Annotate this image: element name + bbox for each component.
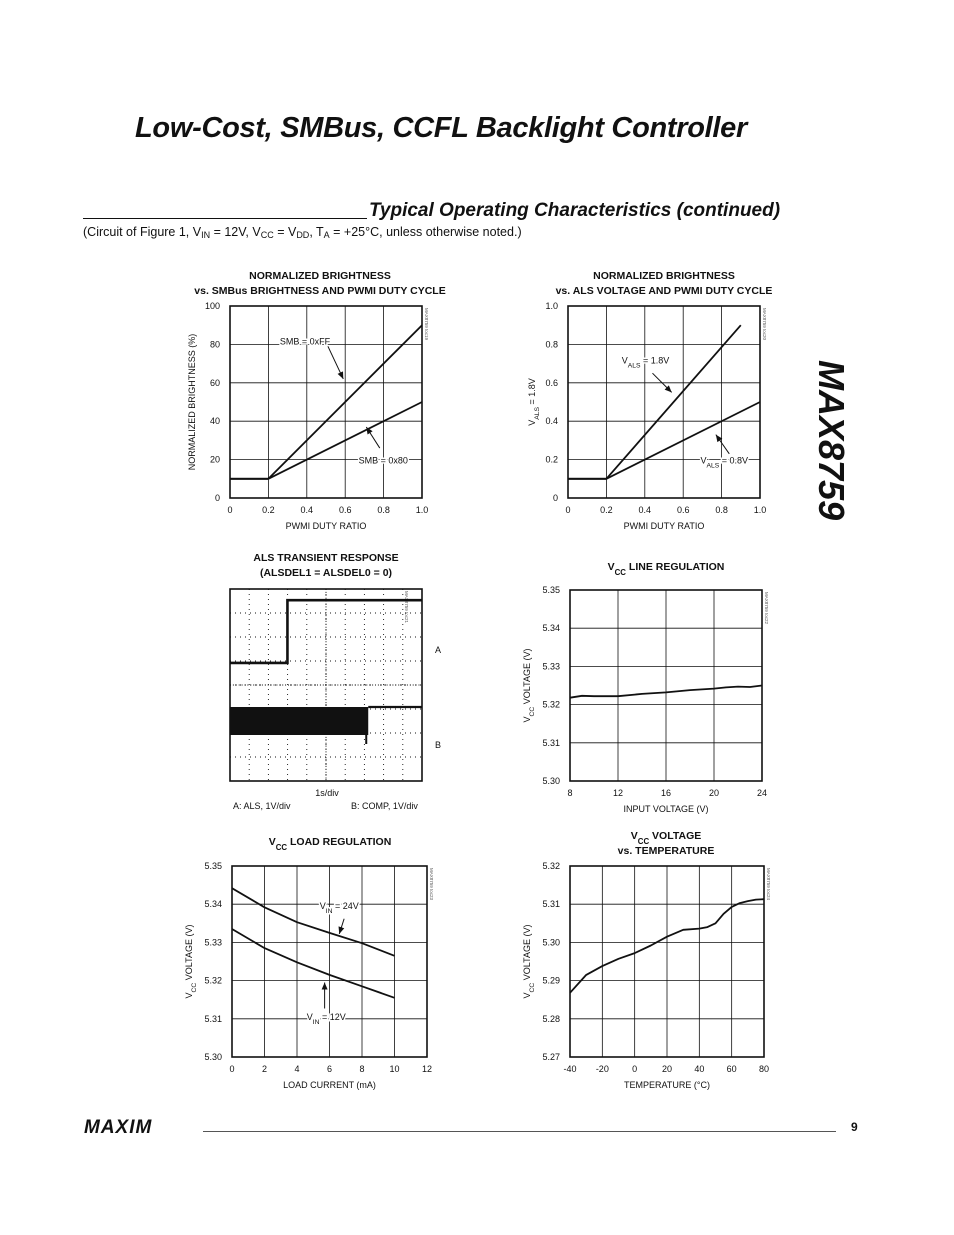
chart-5-xtick-label: 8 <box>359 1064 365 1074</box>
chart-2-xtick-label: 0.6 <box>676 505 690 515</box>
chart-5-ytick-label: 5.32 <box>204 975 222 986</box>
chart-3-trace-b-label: B <box>435 740 442 750</box>
section-title: Typical Operating Characteristics (continued) <box>369 200 781 221</box>
chart-1-xtick-label: 1.0 <box>415 505 429 515</box>
chart-1-ytick-label: 100 <box>204 301 220 311</box>
maxim-logo <box>84 1117 194 1137</box>
chart-5-ytick-label: 5.31 <box>204 1013 222 1024</box>
chart-2-xtick-label: 0.4 <box>638 505 652 515</box>
chart-5-xlabel: LOAD CURRENT (mA) <box>283 1080 376 1090</box>
chart-4-ytick-label: 5.30 <box>542 776 560 786</box>
conditions-text: (Circuit of Figure 1, $V_{IN} = 12V$, $V_{CC} = V_{DD}$, $T_A = +25^\circ C$, unless otherwise noted.) <box>83 225 522 240</box>
chart-1-ytick-label: 40 <box>209 416 220 427</box>
chart-5-xtick-label: 6 <box>326 1064 333 1074</box>
chart-1-ytick-label: 60 <box>209 377 220 388</box>
chart-5-annotation-arrowhead-1 <box>339 926 345 934</box>
chart-5-annotation-1: $V_{IN} = 24V$ <box>319 900 359 915</box>
chart-6-xtick-label: -20 <box>595 1064 609 1074</box>
chart-1-title: NORMALIZED BRIGHTNESS <box>249 270 391 282</box>
chart-5-ytick-label: 5.35 <box>204 861 222 871</box>
chart-4-xtick-label: 12 <box>612 788 624 798</box>
chart-6-code: MAX8759 toc24 <box>766 868 771 901</box>
chart-1-ytick-label: 20 <box>209 454 220 465</box>
chart-4-xtick-label: 24 <box>756 788 768 798</box>
chart-2-frame <box>568 306 760 498</box>
chart-6-xtick-label: 40 <box>694 1064 705 1074</box>
chart-6-ytick-label: 5.32 <box>542 861 560 871</box>
chart-3-title: (ALSDEL1 = ALSDEL0 = 0) <box>259 567 393 579</box>
chart-5-title: $V_{CC}$ LOAD REGULATION <box>268 836 392 852</box>
chart-2-xtick-label: 0.2 <box>600 505 613 515</box>
chart-4-ytick-label: 5.34 <box>542 623 560 634</box>
chart-2-ytick-label: 0 <box>552 493 558 503</box>
chart-1-ytick-label: 0 <box>214 493 220 503</box>
page-number: 9 <box>851 1120 858 1134</box>
chart-1-series-2 <box>230 402 422 479</box>
footer-rule <box>203 1131 836 1132</box>
chart-2-xtick-label: 0 <box>565 505 571 515</box>
chart-6-xtick-label: 60 <box>726 1064 737 1074</box>
chart-6-xtick-label: 80 <box>758 1064 770 1074</box>
chart-4-ylabel: $V_{CC}$ VOLTAGE (V) <box>522 648 536 723</box>
chart-1-annotation-2: SMB = 0x80 <box>358 455 408 466</box>
chart-4-xtick-label: 8 <box>567 788 573 798</box>
chart-3-trace-b-desc: B: COMP, 1V/div <box>351 801 418 811</box>
chart-4-code: MAX8759 toc22 <box>764 592 769 625</box>
chart-4-xlabel: INPUT VOLTAGE (V) <box>623 804 709 814</box>
chart-2-ytick-label: 0.6 <box>545 377 558 388</box>
chart-4-xtick-label: 20 <box>708 788 720 798</box>
chart-2-ytick-label: 1.0 <box>545 301 558 311</box>
chart-5-xtick-label: 10 <box>389 1064 400 1074</box>
chart-2-title: NORMALIZED BRIGHTNESS <box>593 270 735 282</box>
chart-2-ytick-label: 0.4 <box>545 416 558 427</box>
page-title: Low-Cost, SMBus, CCFL Backlight Controller <box>135 112 747 144</box>
logo-text: MAXIM <box>84 1117 153 1137</box>
chart-2-xtick-label: 0.8 <box>715 505 728 515</box>
chart-6-ylabel: $V_{CC}$ VOLTAGE (V) <box>522 924 536 999</box>
chart-1-xtick-label: 0.6 <box>338 505 352 515</box>
chart-5-ylabel: $V_{CC}$ VOLTAGE (V) <box>184 924 198 999</box>
chart-3-trace-a-label: A <box>435 645 442 655</box>
chart-6-ytick-label: 5.29 <box>542 975 560 986</box>
chart-5-series-2 <box>232 929 395 998</box>
chart-1-xtick-label: 0 <box>227 505 233 515</box>
chart-1-ylabel: NORMALIZED BRIGHTNESS (%) <box>187 333 197 471</box>
chart-1-xtick-label: 0.2 <box>262 505 275 515</box>
chart-5-code: MAX8759 toc23 <box>429 868 434 901</box>
chart-2-annotation-1: $V_{ALS} = 1.8V$ <box>621 355 670 370</box>
chart-1-annotation-1: SMB = 0xFF <box>279 336 331 347</box>
chart-1-xtick-label: 0.4 <box>300 505 314 515</box>
chart-4-ytick-label: 5.32 <box>542 699 560 710</box>
chart-2-ylabel: $V_{ALS} = 1.8V$ <box>527 378 541 426</box>
chart-5-xtick-label: 4 <box>294 1064 300 1074</box>
chart-6-ytick-label: 5.30 <box>542 937 560 948</box>
chart-2-title: vs. ALS VOLTAGE AND PWMI DUTY CYCLE <box>555 285 773 297</box>
chart-6-ytick-label: 5.31 <box>542 899 560 910</box>
chart-3-code: MAX8759 toc21 <box>404 591 409 624</box>
chart-6-title: vs. TEMPERATURE <box>617 845 715 857</box>
chart-2-xtick-label: 1.0 <box>753 505 767 515</box>
chart-5-ytick-label: 5.30 <box>204 1052 222 1062</box>
chart-6-xlabel: TEMPERATURE (°C) <box>624 1080 710 1090</box>
chart-5-series-1 <box>232 888 395 956</box>
chart-5-xtick-label: 0 <box>229 1064 235 1074</box>
chart-1-title: vs. SMBus BRIGHTNESS AND PWMI DUTY CYCLE <box>194 285 446 297</box>
chart-5-annotation-arrowhead-2 <box>322 983 328 990</box>
chart-1-xlabel: PWMI DUTY RATIO <box>285 521 367 531</box>
chart-2-ytick-label: 0.2 <box>545 454 558 465</box>
chart-5-annotation-2: $V_{IN} = 12V$ <box>306 1011 346 1026</box>
chart-5-ytick-label: 5.34 <box>204 899 222 910</box>
chart-3-trace-b-band <box>230 707 368 735</box>
chart-2-code: MAX8759 toc20 <box>762 308 767 341</box>
chart-5-xtick-label: 12 <box>421 1064 433 1074</box>
chart-3-title: ALS TRANSIENT RESPONSE <box>253 552 399 564</box>
chart-4-title: $V_{CC}$ LINE REGULATION <box>607 561 725 577</box>
chart-4-ytick-label: 5.35 <box>542 585 560 595</box>
chart-4-ytick-label: 5.31 <box>542 737 560 748</box>
chart-3-trace-a-desc: A: ALS, 1V/div <box>233 801 291 811</box>
chart-6-xtick-label: 0 <box>632 1064 638 1074</box>
chart-6-xtick-label: 20 <box>661 1064 673 1074</box>
chart-4-ytick-label: 5.33 <box>542 661 560 672</box>
chart-1-code: MAX8759 toc19 <box>424 308 429 341</box>
chart-5-xtick-label: 2 <box>261 1064 268 1074</box>
chart-6-ytick-label: 5.28 <box>542 1013 560 1024</box>
chart-6-title: $V_{CC}$ VOLTAGE <box>630 830 702 846</box>
chart-2-ytick-label: 0.8 <box>545 339 558 350</box>
chart-1-xtick-label: 0.8 <box>377 505 390 515</box>
chart-1-ytick-label: 80 <box>209 339 220 350</box>
chart-2-annotation-2: $V_{ALS} = 0.8V$ <box>700 455 749 469</box>
chart-1-frame <box>230 306 422 498</box>
chart-6-xtick-label: -40 <box>563 1064 577 1074</box>
chart-5-ytick-label: 5.33 <box>204 937 222 948</box>
chart-6-ytick-label: 5.27 <box>542 1052 560 1062</box>
chart-4-xtick-label: 16 <box>660 788 672 798</box>
chart-3-xlabel: 1s/div <box>315 788 339 798</box>
chart-2-xlabel: PWMI DUTY RATIO <box>623 521 705 531</box>
part-number: MAX8759 <box>811 360 852 521</box>
